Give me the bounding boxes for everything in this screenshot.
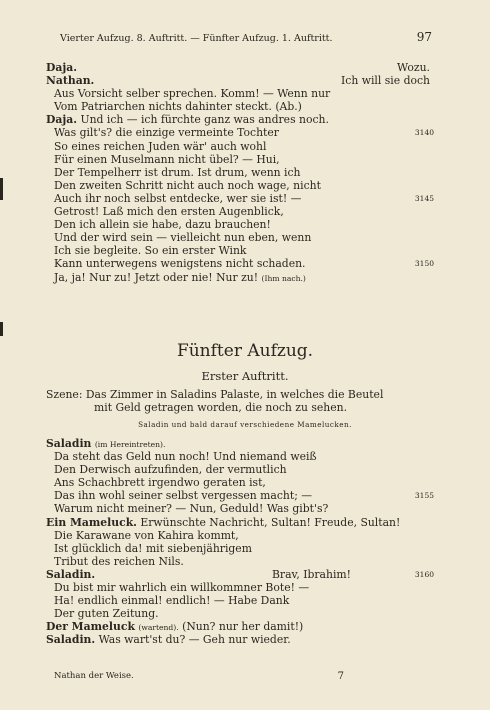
scene-title: Erster Auftritt. <box>201 369 289 383</box>
stage-direction: (Ihm nach.) <box>261 273 306 283</box>
verse-text: Die Karawane von Kahira kommt, <box>54 528 239 542</box>
verse-text: Und der wird sein — vielleicht nun eben, wenn <box>54 231 312 245</box>
text-line <box>46 594 434 607</box>
speaker-name: Nathan. <box>46 74 95 88</box>
text-line <box>46 113 434 126</box>
text-line <box>46 489 434 502</box>
verse-text: Brav, Ibrahim! <box>272 567 351 581</box>
speaker-name: Daja. <box>46 61 78 74</box>
text-line <box>46 581 434 594</box>
verse-text: Was gilt's? die einzige vermeinte Tochter <box>54 126 279 140</box>
verse-text: Ist glücklich da! mit siebenjährigem <box>54 541 252 555</box>
running-title: Vierter Aufzug. 8. Auftritt. — Fünfter Aufzug. 1. Auftritt. <box>60 33 333 44</box>
line-number: 3160 <box>414 569 434 579</box>
act-title: Fünfter Aufzug. <box>176 341 314 361</box>
verse-text: Ja, ja! Nur zu! Jetzt oder nie! Nur zu! <box>54 270 259 284</box>
text-line <box>46 244 434 257</box>
verse-text: Getrost! Laß mich den ersten Augenblick, <box>54 205 284 219</box>
text-line <box>46 153 434 166</box>
verse-text: So eines reichen Juden wär' auch wohl <box>54 139 267 153</box>
verse-text: Ans Schachbrett irgendwo geraten ist, <box>54 476 266 490</box>
margin-mark <box>0 322 3 336</box>
running-header <box>60 30 432 44</box>
verse-text: Das ihn wohl seiner selbst vergessen macht; — <box>54 489 313 503</box>
text-line <box>46 450 434 463</box>
speaker-name: Ein Mameluck. <box>46 515 137 529</box>
verse-text: Aus Vorsicht selber sprechen. Komm! — Wenn nur <box>54 87 331 101</box>
stage-direction: (im Hereintreten). <box>94 440 166 449</box>
scene-description <box>46 388 438 414</box>
verse-text: Ich sie begleite. So ein erster Wink <box>54 244 247 258</box>
text-line <box>46 633 434 646</box>
verse-text: Was wart'st du? — Geh nur wieder. <box>98 633 291 647</box>
margin-mark <box>0 178 3 200</box>
verse-text: Der Tempelherr ist drum. Ist drum, wenn ich <box>54 165 301 179</box>
text-line <box>46 502 434 515</box>
verse-text: Und ich — ich fürchte ganz was andres noch. <box>80 113 329 127</box>
signature-mark: 7 <box>337 671 344 682</box>
verse-text: Du bist mir wahrlich ein willkommner Bote! — <box>54 581 310 595</box>
speaker-name: Saladin. <box>46 567 96 581</box>
speaker-name: Saladin. <box>46 633 96 647</box>
text-line <box>46 126 434 139</box>
verse-text: Ich will sie doch <box>341 74 430 88</box>
text-line <box>46 74 434 87</box>
verse-text: Da steht das Geld nun noch! Und niemand weiß <box>54 450 317 464</box>
text-line <box>46 257 434 270</box>
verse-text: Den Derwisch aufzufinden, der vermutlich <box>54 463 287 477</box>
text-line <box>46 607 434 620</box>
text-line <box>46 516 434 529</box>
verse-text: Für einen Muselmann nicht übel? — Hui, <box>54 152 280 166</box>
line-number: 3145 <box>414 193 434 203</box>
scene-description-line: mit Geld getragen worden, die noch zu sehen. <box>94 401 348 414</box>
verse-text: Den zweiten Schritt nicht auch noch wage, nicht <box>54 178 321 192</box>
verse-text: Auch ihr noch selbst entdecke, wer sie ist! — <box>54 191 302 205</box>
text-line <box>46 529 434 542</box>
verse-text: Der guten Zeitung. <box>54 607 159 621</box>
text-line <box>46 620 434 633</box>
text-line <box>46 568 434 581</box>
line-number: 3155 <box>414 491 434 501</box>
line-number: 3150 <box>414 259 434 269</box>
text-line <box>46 192 434 205</box>
book-title: Nathan der Weise. <box>54 671 134 681</box>
text-line <box>46 271 434 284</box>
text-line <box>46 463 434 476</box>
text-line <box>46 140 434 153</box>
verse-text: Warum nicht meiner? — Nun, Geduld! Was gibt's? <box>54 502 329 516</box>
page-footer <box>54 671 434 682</box>
speaker-name: Daja. <box>46 113 78 127</box>
verse-text: Erwünschte Nachricht, Sultan! Freude, Sultan! <box>140 515 401 529</box>
speaker-name: Der Mameluck <box>46 620 135 634</box>
text-line <box>46 542 434 555</box>
text-line <box>46 555 434 568</box>
text-line <box>46 166 434 179</box>
verse-text: Kann unterwegens wenigstens nicht schaden. <box>54 257 306 271</box>
text-line <box>46 100 434 113</box>
text-line <box>46 179 434 192</box>
page-number: 97 <box>416 30 432 44</box>
text-line <box>46 476 434 489</box>
text-line <box>46 218 434 231</box>
scene-description-line: Szene: Das Zimmer in Saladins Palaste, in welches die Beutel <box>46 388 384 401</box>
verse-text: Wozu. <box>397 61 430 74</box>
text-block-upper <box>46 61 434 284</box>
verse-text: (Nun? nur her damit!) <box>182 620 304 634</box>
text-line <box>46 87 434 100</box>
speaker-name: Saladin <box>46 437 92 450</box>
stage-direction: (wartend). <box>138 623 179 633</box>
text-line <box>46 205 434 218</box>
scene-characters: Saladin und bald darauf verschiedene Mamelucken. <box>138 420 352 429</box>
verse-text: Vom Patriarchen nichts dahinter steckt. (Ab.) <box>54 100 302 114</box>
text-line <box>46 231 434 244</box>
line-number: 3140 <box>414 128 434 138</box>
text-line <box>46 61 434 74</box>
text-block-lower <box>46 437 434 647</box>
text-line <box>46 437 434 450</box>
verse-text: Den ich allein sie habe, dazu brauchen! <box>54 218 271 232</box>
verse-text: Ha! endlich einmal! endlich! — Habe Dank <box>54 594 290 608</box>
verse-text: Tribut des reichen Nils. <box>54 554 184 568</box>
